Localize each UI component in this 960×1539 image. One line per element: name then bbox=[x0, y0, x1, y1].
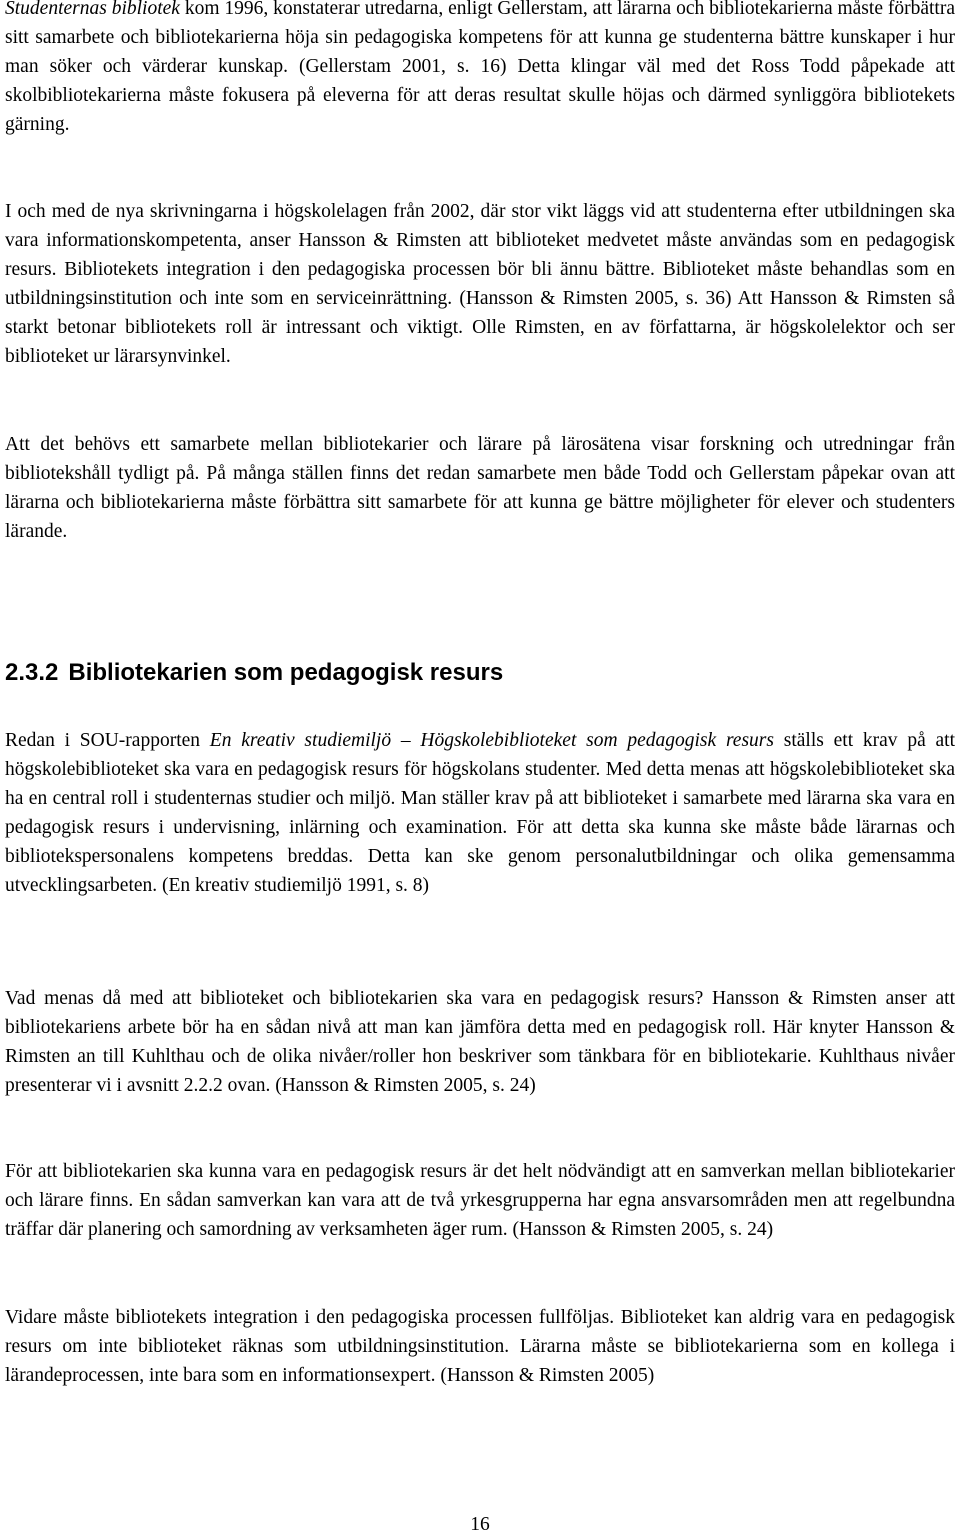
book-title: Studenternas bibliotek bbox=[5, 0, 180, 19]
section-title: Bibliotekarien som pedagogisk resurs bbox=[68, 659, 504, 686]
section-heading bbox=[5, 658, 503, 688]
page-number: 16 bbox=[470, 1514, 490, 1535]
section-number: 2.3.2 bbox=[5, 659, 59, 686]
body-paragraph: För att bibliotekarien ska kunna vara en pedagogisk resurs är det helt nödvändigt att en samverkan mellan bibliotekarier och lärare finns. En sådan samverkan kan vara att de två yrkesgrupperna har egna ansvarsområden men att regelbundna träffar där planering och samordning av verksamheten äger rum. (Hansson & Rimsten 2005, s. 24) bbox=[5, 1161, 955, 1240]
body-paragraph: Vidare måste bibliotekets integration i den pedagogiska processen fullföljas. Biblioteket kan aldrig vara en pedagogisk resurs om inte biblioteket räknas som utbildningsinstitution. Lärarna måste se bibliotekarierna som en kollega i lärandeprocessen, inte bara som en informationsexpert. (Hansson & Rimsten 2005) bbox=[5, 1307, 955, 1386]
report-title: En kreativ studiemiljö – Högskolebiblioteket som pedagogisk resurs bbox=[209, 730, 774, 751]
body-paragraph: I och med de nya skrivningarna i högskolelagen från 2002, där stor vikt läggs vid att studenterna efter utbildningen ska vara informationskompetenta, anser Hansson & Rimsten att biblioteket medvetet måste användas som en pedagogisk resurs. Bibliotekets integration i den pedagogiska processen bör bli ännu bättre. Biblioteket måste behandlas som en utbildningsinstitution och inte som en serviceinrättning. (Hansson & Rimsten 2005, s. 36) Att Hansson & Rimsten så starkt betonar bibliotekets roll är intressant och viktigt. Olle Rimsten, en av författarna, är högskolelektor och ser biblioteket ur lärarsynvinkel. bbox=[5, 201, 955, 367]
paragraph-text: kom 1996, konstaterar utredarna, enligt Gellerstam, att lärarna och bibliotekarierna måste förbättra sitt samarbete och bibliotekarierna höja sin pedagogiska kompetens för att kunna ge studenterna bättre kunskaper i hur man söker och värderar kunskap. (Gellerstam 2001, s. 16) Detta klingar väl med det Ross Todd påpekade att skolbibliotekarierna måste fokusera på eleverna för att deras resultat skulle höjas och därmed synliggöra bibliotekets gärning. bbox=[5, 0, 955, 135]
paragraph-text: Redan i SOU-rapporten bbox=[5, 730, 210, 751]
document-page bbox=[5, 0, 955, 1537]
body-paragraph: Att det behövs ett samarbete mellan bibliotekarier och lärare på lärosätena visar forskning och utredningar från bibliotekshåll tydligt på. På många ställen finns det redan samarbete men både Todd och Gellerstam påpekar ovan att lärarna och bibliotekarierna måste förbättra sitt samarbete för att kunna ge bättre möjligheter för elever och studenters lärande. bbox=[5, 434, 955, 542]
body-paragraph bbox=[5, 726, 955, 900]
body-paragraph bbox=[5, 0, 955, 139]
paragraph-text: ställs ett krav på att högskolebiblioteket ska vara en pedagogisk resurs för högskolans studenter. Med detta menas att högskolebiblioteket ska ha en central roll i studenternas studier och miljö. Man ställer krav på att biblioteket i samarbete med lärarna ska vara en pedagogisk resurs i undervisning, inlärning och examination. För att detta ska kunna ske måste både lärarnas och bibliotekspersonalens kompetens breddas. Detta kan ske genom personalutbildningar och olika gemensamma utvecklingsarbeten. (En kreativ studiemiljö 1991, s. 8) bbox=[5, 730, 956, 896]
body-paragraph: Vad menas då med att biblioteket och bibliotekarien ska vara en pedagogisk resurs? Hansson & Rimsten anser att bibliotekariens arbete bör ha en sådan nivå att man kan jämföra detta med en pedagogisk roll. Här knyter Hansson & Rimsten an till Kuhlthau och de olika nivåer/roller hon beskriver som tänkbara för en bibliotekarie. Kuhlthaus nivåer presenterar vi i avsnitt 2.2.2 ovan. (Hansson & Rimsten 2005, s. 24) bbox=[5, 988, 955, 1096]
